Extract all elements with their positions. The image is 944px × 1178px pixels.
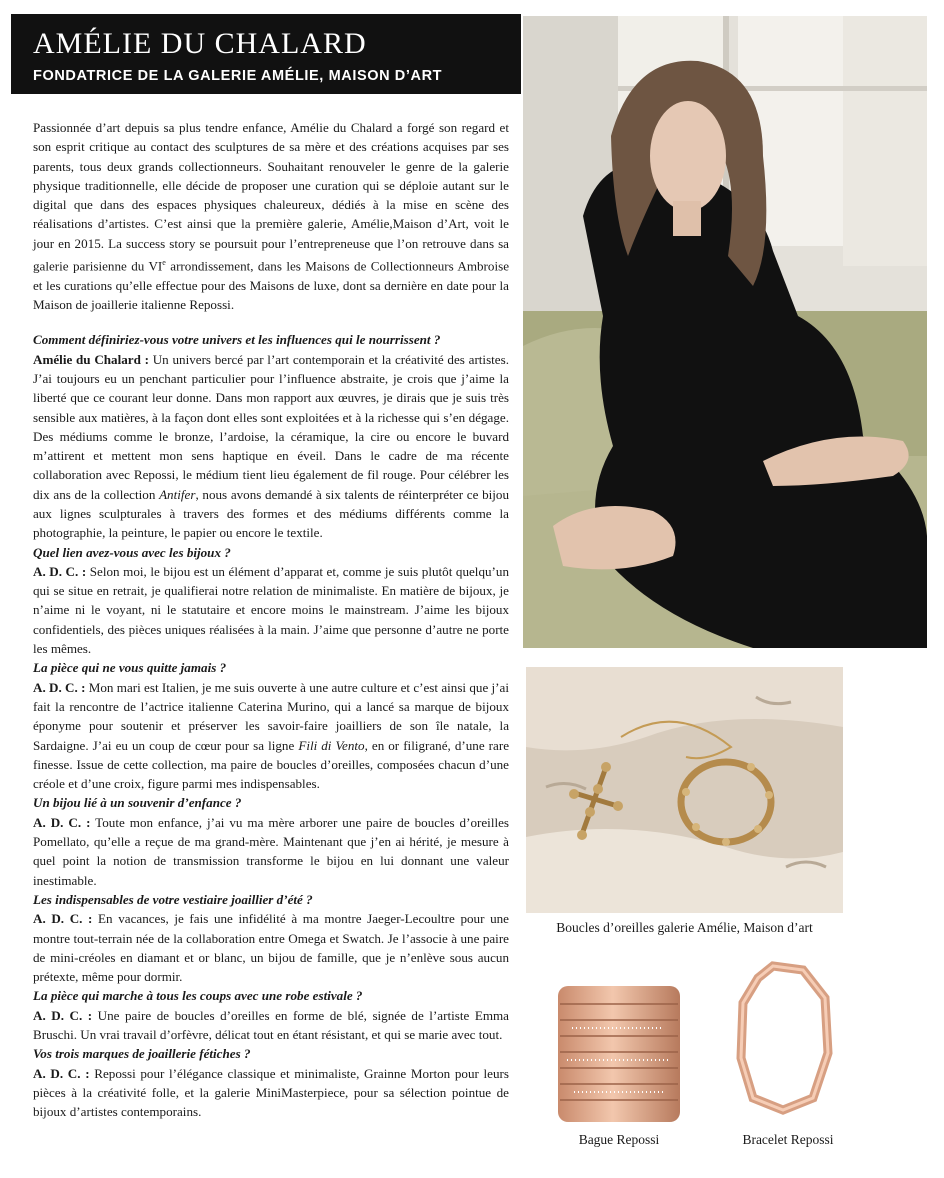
question-4: Un bijou lié à un souvenir d’enfance ?: [33, 795, 242, 811]
article-header: [11, 14, 521, 94]
bracelet-caption: Bracelet Repossi: [742, 1132, 834, 1147]
portrait-photo: [523, 16, 927, 648]
article-body: [33, 118, 509, 1122]
answer-7: A. D. C. : Repossi pour l’élégance classique et minimaliste, Grainne Morton pour leurs pièces à la créativité folle, et la galerie MiniMasterpiece, pour sa sélection pointue de bijoux d’artistes contemporains.: [33, 1065, 509, 1120]
article-subtitle: FONDATRICE DE LA GALERIE AMÉLIE, MAISON D’ART: [33, 68, 443, 84]
question-6: La pièce qui marche à tous les coups avec une robe estivale ?: [33, 988, 363, 1004]
answer-6: A. D. C. : Une paire de boucles d’oreilles en forme de blé, signée de l’artiste Emma Bruschi. Un vrai travail d’orfèvre, délicat tout en étant résistant, et qui se marie avec tout.: [33, 1007, 509, 1043]
earrings-caption: Boucles d’oreilles galerie Amélie, Maison d’art: [556, 920, 813, 935]
answer-5: A. D. C. : En vacances, je fais une infidélité à ma montre Jaeger-Lecoultre pour une montre tout-terrain née de la collaboration entre Omega et Swatch. Je l’associe à une paire de mini-créoles en diamant et or blanc, un bijou de famille, que je n’enlève sous aucun prétexte, même pour dormir.: [33, 911, 509, 985]
earrings-photo: [526, 667, 843, 913]
question-5: Les indispensables de votre vestiaire joaillier d’été ?: [33, 891, 313, 907]
ring-caption: Bague Repossi: [578, 1132, 660, 1147]
question-3: La pièce qui ne vous quitte jamais ?: [33, 660, 227, 676]
answer-1: Amélie du Chalard : Un univers bercé par l’art contemporain et la créativité des artistes. J’ai toujours eu un penchant particulier pour l’influence abstraite, je crois que j’aime la liberté que ce courant leur donne. Dans mon rapport aux œuvres, je dirais que je suis très sensible aux matières, à la façon dont elles sont exploitées et à la richesse qui s’en dégage. Des médiums comme le bronze, l’ardoise, la céramique, la cire ou encore le buvard m’attirent et mettent mon sens haptique en éveil. Dans le cadre de ma récente collaboration avec Repossi, le médium tient lieu également de fil rouge. Pour célébrer les dix ans de la collection Antifer, nous avons demandé à six talents de réinterpréter ce bijou aux lignes sculpturales à travers des formes et des médiums différents comme la photographie, la peinture, le papier ou encore le textile.: [33, 351, 509, 541]
question-7: Vos trois marques de joaillerie fétiches ?: [33, 1046, 251, 1062]
answer-4: A. D. C. : Toute mon enfance, j’ai vu ma mère arborer une paire de boucles d’oreilles Pomellato, qu’elle a reçue de ma grand-mère. Maintenant que j’en ai hérité, je mesure à quel point la notion de transmission transforme le bijou en lui donnant une valeur inestimable.: [33, 814, 510, 888]
intro-paragraph: Passionnée d’art depuis sa plus tendre enfance, Amélie du Chalard a forgé son regard et son esprit critique au contact des sculptures de sa mère et des créations acquises par ses parents, tous deux grands collectionneurs. Souhaitant renouveler le genre de la galerie physique traditionnelle, elle décide de proposer une curation qui se déploie autant sur le digital que dans des espaces physiques chaleureux, dédiés à la mise en scène des réalisations d’artistes. C’est ainsi que la première galerie, Amélie,Maison d’Art, voit le jour en 2015. La success story se poursuit pour l’entrepreneuse que l’on retrouve dans sa galerie parisienne du VIe arrondissement, dans les Maisons de Collectionneurs Ambroise et les curations qu’elle effectue pour des Maisons de luxe, dont sa dernière en date pour la Maison de joaillerie italienne Repossi.: [33, 120, 510, 313]
article-title: AMÉLIE DU CHALARD: [33, 27, 367, 60]
question-2: Quel lien avez-vous avec les bijoux ?: [33, 544, 231, 560]
bracelet-image: [733, 958, 833, 1118]
answer-2: A. D. C. : Selon moi, le bijou est un élément d’apparat et, comme je suis plutôt quelqu’un qui se situe en retrait, je qualifierai notre relation de minimaliste. En matière de bijoux, je n’aime ni le voyant, ni le statutaire et encore moins le mainstream. J’aime les bijoux confidentiels, des pièces uniques réalisées à la main. J’aime que personne d’autre ne porte les mêmes.: [33, 563, 509, 657]
question-1: Comment définiriez-vous votre univers et les influences qui le nourrissent ?: [33, 332, 441, 348]
ring-image: [552, 980, 686, 1126]
answer-3: A. D. C. : Mon mari est Italien, je me suis ouverte à une autre culture et c’est ainsi que j’ai fait la rencontre de l’actrice italienne Caterina Murino, qui a lancé sa marque de bijoux éponyme pour soutenir et préserver les savoir-faire joailliers de son île natale, la Sardaigne. J’ai eu un coup de cœur pour sa ligne Fili di Vento, en or filigrané, d’une rare finesse. Issue de cette collection, ma paire de boucles d’oreilles, composées chacun d’une créole et d’une croix, figure parmi mes indispensables.: [33, 679, 510, 792]
